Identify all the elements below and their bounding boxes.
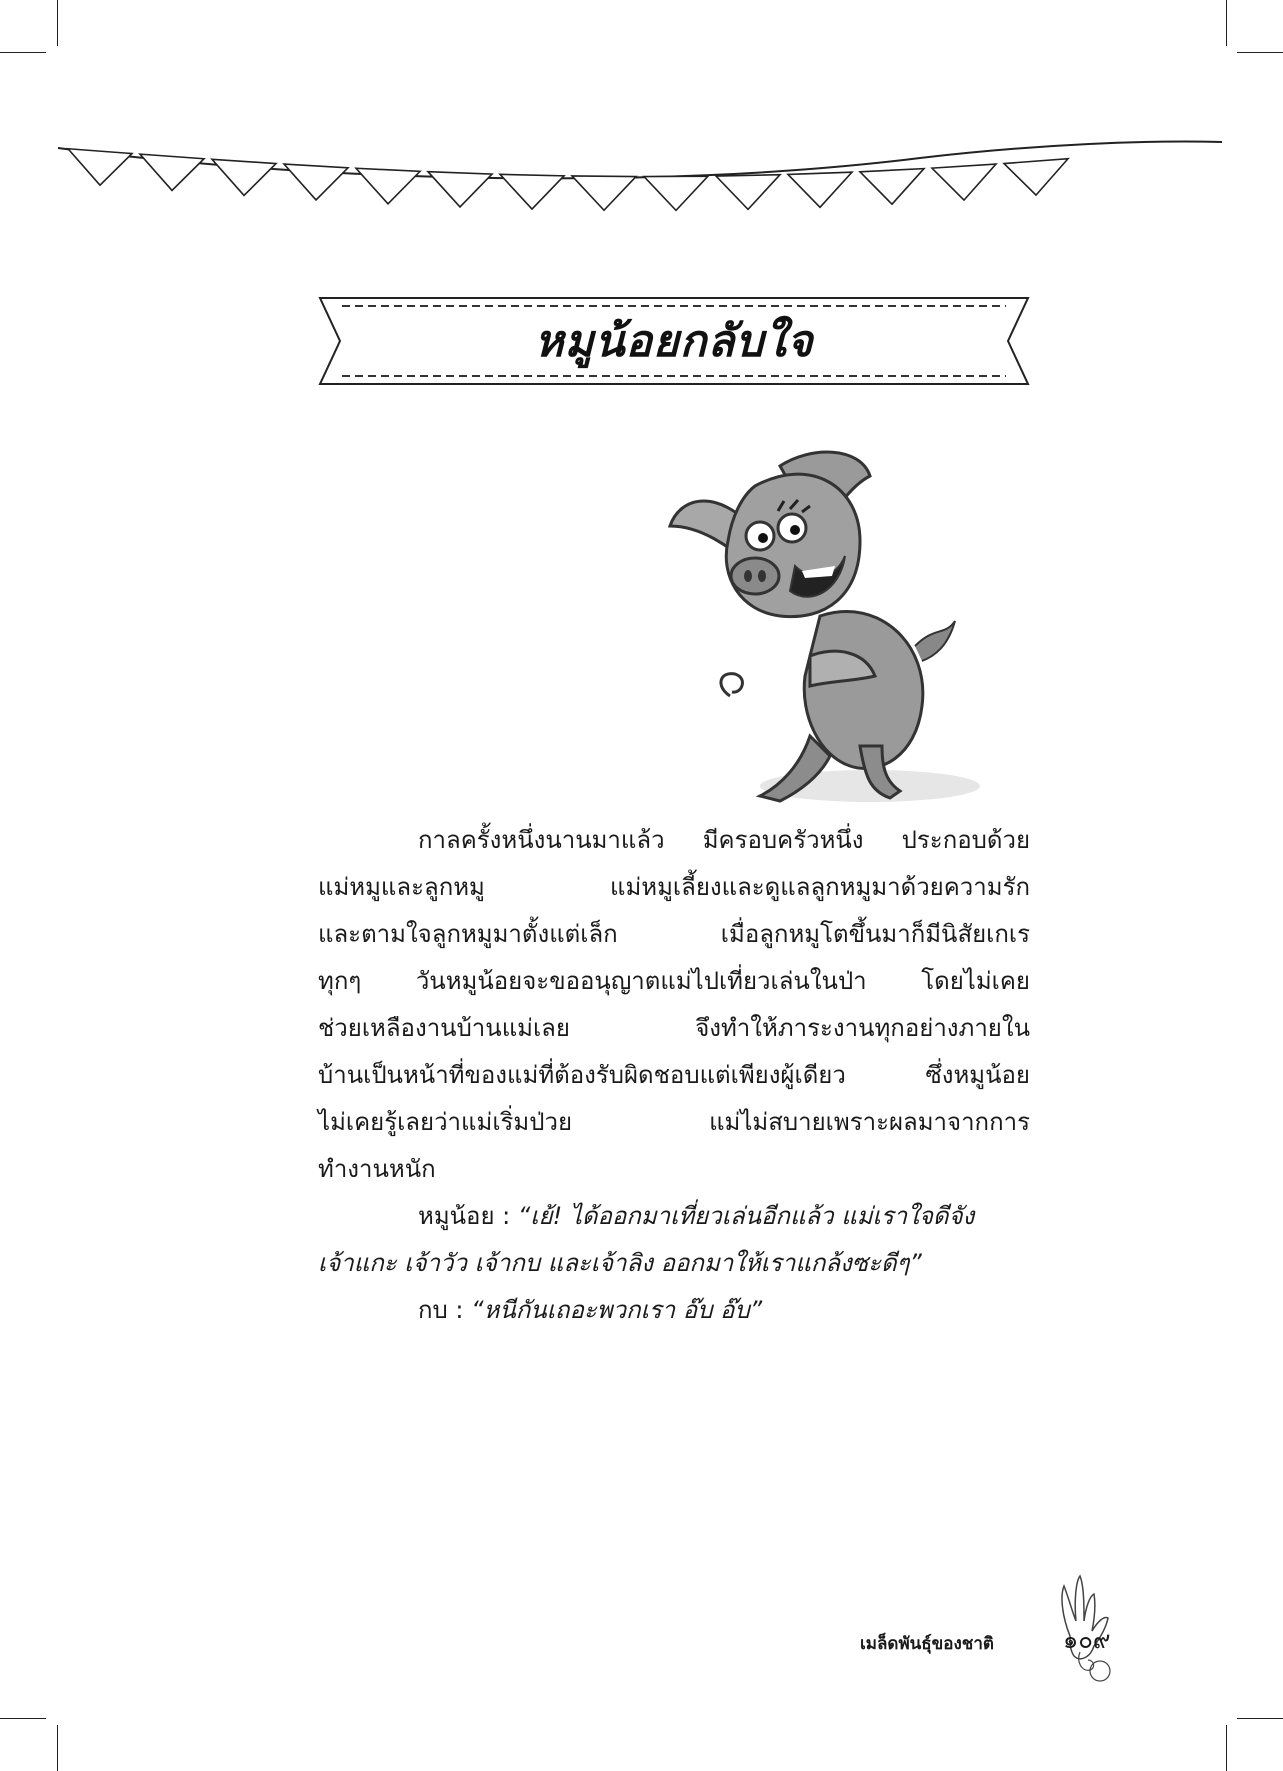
bunting-flag [284, 164, 348, 200]
bunting-flag [68, 149, 132, 185]
crop-mark [1237, 52, 1283, 53]
crop-mark [0, 52, 46, 53]
bunting-flag [356, 168, 420, 204]
story-line: ช่วยเหลืองานบ้านแม่เลย จึงทำให้ภาระงานทุกอย่างภายใน [318, 1014, 1030, 1042]
story-line: ทำงานหนัก [318, 1155, 436, 1183]
crop-mark [1226, 0, 1227, 46]
bunting-flag [500, 174, 564, 209]
crop-mark [0, 1718, 46, 1719]
bunting-flag [428, 172, 492, 207]
story-line: ไม่เคยรู้เลยว่าแม่เริ่มป่วย แม่ไม่สบายเพราะผลมาจากการ [318, 1108, 1030, 1136]
story-title: หมูน้อยกลับใจ [534, 316, 814, 367]
story-line: และตามใจลูกหมูมาตั้งแต่เล็ก เมื่อลูกหมูโตขึ้นมาก็มีนิสัยเกเร [318, 920, 1030, 948]
bunting-flag [572, 176, 636, 210]
crop-mark [57, 1725, 58, 1771]
bunting-flag [716, 175, 780, 210]
dialogue-line [418, 1196, 974, 1235]
bunting-flag [860, 169, 924, 205]
page-number: ๑๐๙ [1063, 1626, 1111, 1654]
speaker-label: หมูน้อย : [418, 1202, 518, 1230]
speech-text: “เย้! ได้ออกมาเที่ยวเล่นอีกแล้ว แม่เราใจดีจัง [517, 1202, 975, 1230]
crop-mark [1226, 1725, 1227, 1771]
bunting-flag [932, 164, 996, 200]
story-line: ทุกๆ วันหมูน้อยจะขออนุญาตแม่ไปเที่ยวเล่นในป่า โดยไม่เคย [318, 967, 1030, 995]
bunting-flag [644, 176, 708, 210]
speech-text: “หนีกันเถอะพวกเรา อ๊บ อ๊บ” [471, 1296, 763, 1324]
speaker-label: กบ : [418, 1296, 472, 1324]
bunting-flag [1004, 159, 1068, 195]
dialogue-line [418, 1290, 762, 1329]
speech-text [318, 1243, 922, 1282]
story-line: แม่หมูและลูกหมู แม่หมูเลี้ยงและดูแลลูกหมูมาด้วยความรัก [318, 873, 1030, 901]
crop-mark [57, 0, 58, 46]
story-body [318, 820, 1030, 1340]
bunting-flag [788, 172, 852, 207]
crop-mark [1237, 1718, 1283, 1719]
speech-text-continued: เจ้าแกะ เจ้าวัว เจ้ากบ และเจ้าลิง ออกมาให้เราแกล้งซะดีๆ” [318, 1249, 922, 1277]
book-title: เมล็ดพันธุ์ของชาติ [860, 1634, 994, 1654]
bunting-flag [140, 154, 204, 190]
story-line: บ้านเป็นหน้าที่ของแม่ที่ต้องรับผิดชอบแต่เพียงผู้เดียว ซึ่งหมูน้อย [318, 1061, 1030, 1089]
story-line: กาลครั้งหนึ่งนานมาแล้ว มีครอบครัวหนึ่ง ประกอบด้วย [418, 826, 1030, 854]
cartoon-pig-icon [660, 446, 990, 826]
bunting-flags-decoration [0, 120, 1283, 220]
bunting-flag [212, 159, 276, 195]
